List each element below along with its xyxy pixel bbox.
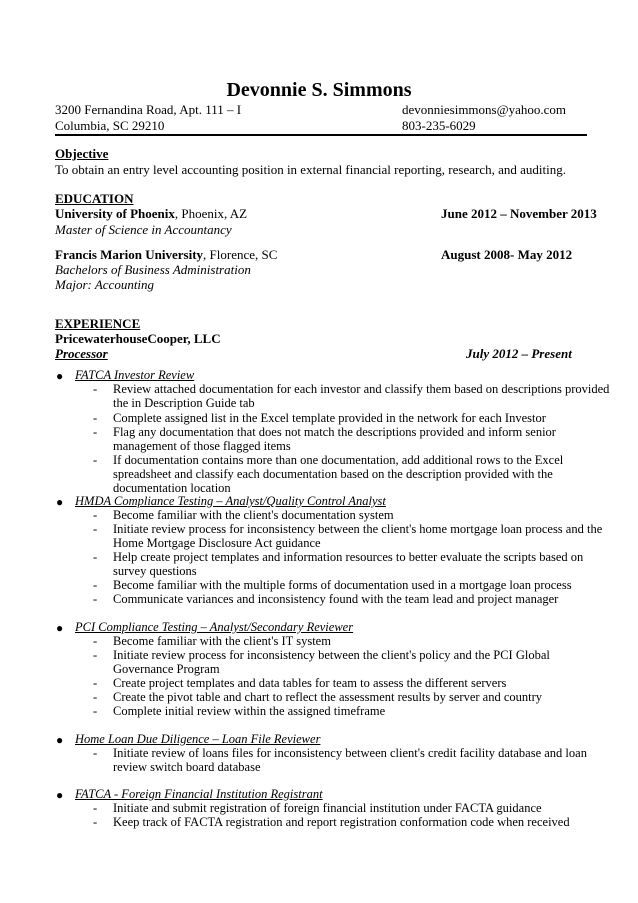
detail-line: Home Mortgage Disclosure Act guidance xyxy=(113,536,321,550)
bullet-dot: ● xyxy=(56,733,64,747)
detail-line: Keep track of FACTA registration and report registration conformation code when received xyxy=(113,815,570,829)
school-2-location: , Florence, SC xyxy=(203,247,278,262)
school-1-dates: June 2012 – November 2013 xyxy=(441,206,597,221)
detail-line: spreadsheet and classify each documentation based on the description provided with the xyxy=(113,467,553,481)
detail-line: the in Description Guide tab xyxy=(113,396,255,410)
detail-line: Flag any documentation that does not match the descriptions provided and inform senior xyxy=(113,425,556,439)
detail-line: Initiate review process for inconsistency between the client's policy and the PCI Global xyxy=(113,648,550,662)
dash: - xyxy=(93,676,98,690)
project-title-3: PCI Compliance Testing – Analyst/Secondary Reviewer xyxy=(75,620,354,634)
school-1-name: University of Phoenix xyxy=(55,206,175,221)
detail-line: Help create project templates and information resources to better evaluate the scripts based on xyxy=(113,550,584,564)
dash: - xyxy=(93,522,98,536)
job-title: Processor xyxy=(55,346,108,361)
dash: - xyxy=(93,648,98,662)
detail-line: Governance Program xyxy=(113,662,220,676)
company-name: PricewaterhouseCooper, LLC xyxy=(55,331,221,346)
project-title-2: HMDA Compliance Testing – Analyst/Quality Control Analyst xyxy=(75,494,386,508)
detail-line: Initiate and submit registration of foreign financial institution under FACTA guidance xyxy=(113,801,542,815)
address-line-1: 3200 Fernandina Road, Apt. 111 – I xyxy=(55,102,242,117)
detail-line: survey questions xyxy=(113,564,197,578)
header-divider xyxy=(55,134,587,136)
detail-line: review switch board database xyxy=(113,760,261,774)
email: devonniesimmons@yahoo.com xyxy=(402,102,566,117)
detail-line: management of those flagged items xyxy=(113,439,291,453)
project-title-1: FATCA Investor Review xyxy=(75,368,195,382)
detail-line: Initiate review process for inconsistency between the client's home mortgage loan process and the xyxy=(113,522,603,536)
experience-heading: EXPERIENCE xyxy=(55,316,141,331)
detail-line: If documentation contains more than one documentation, add additional rows to the Excel xyxy=(113,453,564,467)
detail-line: Review attached documentation for each investor and classify them based on descriptions provided xyxy=(113,382,610,396)
dash: - xyxy=(93,746,98,760)
detail-line: Create project templates and data tables for team to assess the different servers xyxy=(113,676,507,690)
bullet-dot: ● xyxy=(56,788,64,802)
school-2 xyxy=(55,247,277,263)
dash: - xyxy=(93,690,98,704)
phone: 803-235-6029 xyxy=(402,118,476,133)
dash: - xyxy=(93,550,98,564)
school-1 xyxy=(55,206,247,222)
contact-row-2 xyxy=(55,118,585,134)
candidate-name: Devonnie S. Simmons xyxy=(226,79,412,101)
detail-line: Create the pivot table and chart to reflect the assessment results by server and country xyxy=(113,690,543,704)
project-title-4: Home Loan Due Diligence – Loan File Reviewer xyxy=(75,732,321,746)
dash: - xyxy=(93,453,98,467)
detail-line: Communicate variances and inconsistency found with the team lead and project manager xyxy=(113,592,559,606)
bullet-dot: ● xyxy=(56,495,64,509)
address-line-2: Columbia, SC 29210 xyxy=(55,118,165,133)
dash: - xyxy=(93,592,98,606)
contact-row-1 xyxy=(55,102,585,118)
bullet-dot: ● xyxy=(56,621,64,635)
dash: - xyxy=(93,815,98,829)
dash: - xyxy=(93,578,98,592)
dash: - xyxy=(93,411,98,425)
detail-line: Become familiar with the client's documentation system xyxy=(113,508,394,522)
detail-line: Become familiar with the multiple forms of documentation used in a mortgage loan process xyxy=(113,578,572,592)
detail-line: documentation location xyxy=(113,481,231,495)
school-1-location: , Phoenix, AZ xyxy=(174,206,248,221)
job-dates: July 2012 – Present xyxy=(466,346,572,361)
school-2-name: Francis Marion University xyxy=(55,247,204,262)
detail-line: Initiate review of loans files for inconsistency between client's credit facility database and loan xyxy=(113,746,587,760)
objective-heading: Objective xyxy=(55,146,109,161)
dash: - xyxy=(93,425,98,439)
dash: - xyxy=(93,801,98,815)
school-2-dates: August 2008- May 2012 xyxy=(441,247,573,262)
detail-line: Complete assigned list in the Excel template provided in the network for each Investor xyxy=(113,411,546,425)
objective-text: To obtain an entry level accounting position in external financial reporting, research, and auditing. xyxy=(55,162,566,177)
dash: - xyxy=(93,508,98,522)
dash: - xyxy=(93,382,98,396)
school-2-major: Major: Accounting xyxy=(55,277,155,292)
school-1-degree: Master of Science in Accountancy xyxy=(55,222,232,237)
school-2-degree: Bachelors of Business Administration xyxy=(55,262,251,277)
dash: - xyxy=(93,634,98,648)
detail-line: Complete initial review within the assigned timeframe xyxy=(113,704,386,718)
dash: - xyxy=(93,704,98,718)
education-heading: EDUCATION xyxy=(55,191,134,206)
detail-line: Become familiar with the client's IT system xyxy=(113,634,331,648)
bullet-dot: ● xyxy=(56,369,64,383)
project-title-5: FATCA - Foreign Financial Institution Registrant xyxy=(75,787,323,801)
